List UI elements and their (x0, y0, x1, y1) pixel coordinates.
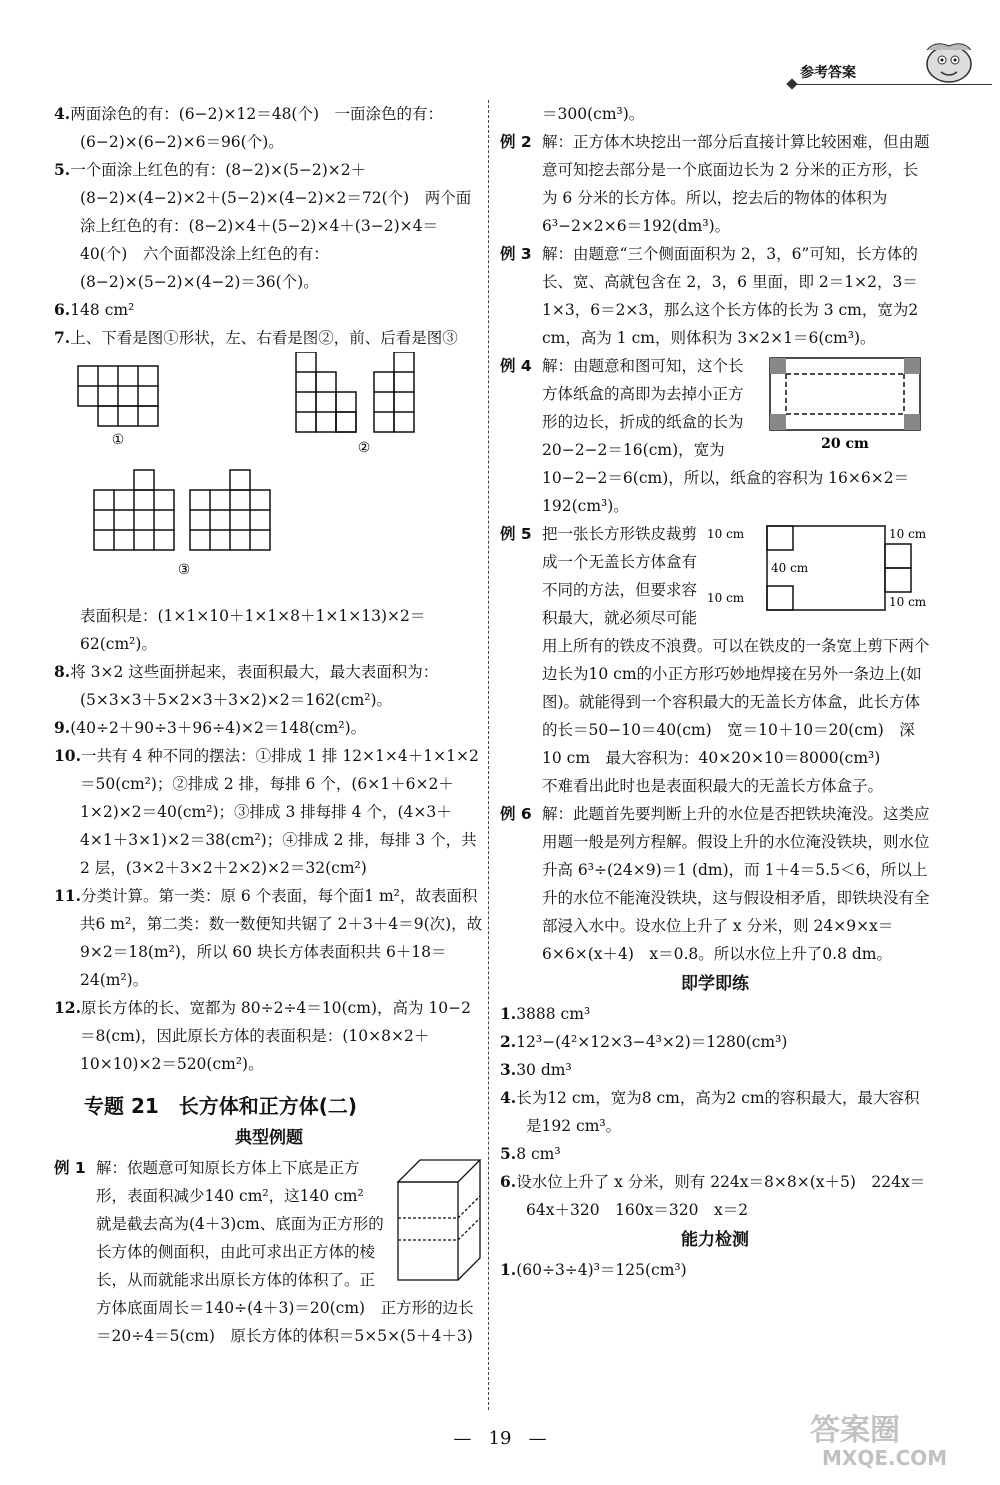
practice-item: 3.30 dm³ (500, 1060, 572, 1079)
example-3-text: 解：由题意“三个侧面面积为 2，3，6”可知，长方体的长、宽、高就包含在 2，3，6 里面，即 2＝1×2，3＝1×3，6＝2×3，那么这个长方体的长为 3 cm，宽为2 cm，高为 1 cm，则体积为 3×2×1＝6(cm³)。 (542, 245, 919, 347)
example-5-label-mid: 40 cm (771, 561, 809, 575)
example-6-label: 例 6 (500, 805, 532, 823)
ability-title: 能力检测 (681, 1230, 749, 1250)
example-1 (54, 1154, 484, 1350)
answer-8: 8.将 3×2 这些面拼起来，表面积最大，最大表面积为：(5×3×3＋5×2×3＋3×2)×2＝162(cm²)。 (54, 662, 439, 709)
example-3-label: 例 3 (500, 245, 532, 263)
answer-7: 7.上、下看是图①形状，左、右看是图②，前、后看是图③ (54, 328, 458, 347)
example-5-sheet-figure (705, 520, 930, 616)
example-5-tail: 不难看出此时也是表面积最大的无盖长方体盒子。 (542, 777, 884, 795)
practice-title: 即学即练 (681, 974, 749, 994)
example-2 (500, 128, 930, 240)
ability-item: 1.(60÷3÷4)³＝125(cm³) (500, 1260, 687, 1279)
answer-12: 12.原长方体的长、宽都为 80÷2÷4＝10(cm)，高为 10−2＝8(cm)，因此原长方体的表面积是：(10×8×2＋10×10)×2＝520(cm²)。 (54, 998, 472, 1073)
example-5-label-bl: 10 cm (707, 591, 745, 605)
column-divider (488, 100, 489, 1410)
practice-item: 2.12³−(4²×12×3−4³×2)＝1280(cm³) (500, 1032, 788, 1051)
example-5-text: 把一张长方形铁皮裁剪成一个无盖长方体盒有不同的方法，但要求容积最大，就必须尽可能用上所有的铁皮不浪费。可以在铁皮的一条宽上剪下两个边长为10 cm的小正方形巧妙地焊接在另外一条边上(如图)。就能得到一个容积最大的无盖长方体盒，此长方体的长＝50−10＝40(cm) 宽＝10＋10＝20(cm) 深10 cm 最大容积为：40×20×10＝8000(cm³) (542, 525, 930, 767)
practice-item: 6.设水位上升了 x 分米，则有 224x＝8×8×(x＋5) 224x＝64x＋320 160x＝320 x＝2 (500, 1172, 926, 1219)
page-number: — 19 — (453, 1428, 547, 1449)
example-1-continued: ＝300(cm³)。 (542, 105, 645, 123)
figure-2-grid (296, 352, 414, 432)
header-title: 参考答案 (800, 65, 856, 81)
figure-2-label: ② (357, 440, 371, 456)
typical-examples-title: 典型例题 (235, 1128, 303, 1148)
example-4-label: 例 4 (500, 357, 532, 375)
section-title: 专题 21 长方体和正方体(二) (84, 1094, 358, 1118)
watermark-url: MXQE.COM (822, 1446, 948, 1470)
figure-3-label: ③ (177, 562, 191, 578)
answer-5: 5.一个面涂上红色的有：(8−2)×(5−2)×2＋(8−2)×(4−2)×2＋(5−2)×(4−2)×2＝72(个) 两个面涂上红色的有：(8−2)×4＋(5−2)×4＋(3−2)×4＝40(个) 六个面都没涂上红色的有：(8−2)×(5−2)×(4−2)＝36(个)。 (54, 160, 472, 291)
example-4-paper-figure (760, 352, 930, 452)
example-5-label-tr: 10 cm (889, 527, 927, 541)
right-column (500, 100, 930, 1284)
example-5 (500, 520, 930, 800)
figure-3-grid (94, 470, 270, 550)
figure-1-label: ① (111, 432, 125, 448)
example-1-box-figure (392, 1154, 484, 1284)
practice-item: 1.3888 cm³ (500, 1004, 591, 1023)
example-6 (500, 800, 930, 968)
left-column (54, 100, 484, 1350)
example-3 (500, 240, 930, 352)
example-1-label: 例 1 (54, 1159, 86, 1177)
answer-10: 10.一共有 4 种不同的摆法：①排成 1 排 12×1×4＋1×1×2＝50(cm²)；②排成 2 排，每排 6 个，(6×1＋6×2＋1×2)×2＝40(cm²)；③排成 3 排每排 4 个，(4×3＋4×1＋3×1)×2＝38(cm²)；④排成 2 排，每排 3 个，共 2 层，(3×2＋3×2＋2×2)×2＝32(cm²) (54, 746, 479, 877)
example-5-label: 例 5 (500, 525, 532, 543)
example-6-text: 解：此题首先要判断上升的水位是否把铁块淹没。这类应用题一般是列方程解。假设上升的水位淹没铁块，则水位升高 6³÷(24×9)＝1 (dm)，而 1＋4＝5.5＜6，所以上升的水位不能淹没铁块，这与假设相矛盾，即铁块没有全部浸入水中。设水位上升了 x 分米，则 24×9×x＝6×6×(x＋4) x＝0.8。所以水位上升了0.8 dm。 (542, 805, 930, 963)
surface-area: 表面积是：(1×1×10＋1×1×8＋1×1×13)×2＝62(cm²)。 (80, 607, 426, 653)
example-5-label-tl: 10 cm (707, 527, 745, 541)
answer-4: 4.两面涂色的有：(6−2)×12＝48(个) 一面涂色的有：(6−2)×(6−2)×6＝96(个)。 (54, 104, 444, 151)
example-4 (500, 352, 930, 520)
example-4-text: 解：由题意和图可知，这个长方体纸盒的高即为去掉小正方形的边长，折成的纸盒的长为 20−2−2＝16(cm)，宽为 10−2−2＝6(cm)，所以，纸盒的容积为 16×6×2＝192(cm³)。 (542, 357, 910, 515)
practice-item: 5.8 cm³ (500, 1144, 561, 1163)
answer-9: 9.(40÷2＋90÷3＋96÷4)×2＝148(cm²)。 (54, 718, 367, 737)
watermark-logo: 答案圈 (810, 1413, 900, 1448)
answer-6: 6.148 cm² (54, 300, 135, 319)
answer-11: 11.分类计算。第一类：原 6 个表面，每个面1 m²，故表面积共6 m²，第二类：数一数便知共锯了 2＋3＋4＝9(次)，故 9×2＝18(m²)，所以 60 块长方体表面积共 6＋18＝24(m²)。 (54, 886, 483, 989)
example-1-text: 解：依题意可知原长方体上下底是正方形，表面积减少140 cm²，这140 cm² 就是截去高为(4＋3)cm、底面为正方形的长方体的侧面积，由此可求出正方体的棱长，从而就能求出原长方体的体积了。正方体底面周长＝140÷(4＋3)＝20(cm) 正方形的边长＝20÷4＝5(cm) 原长方体的体积＝5×5×(5＋4＋3) (96, 1159, 474, 1345)
figure-1-grid (78, 366, 158, 426)
example-5-label-br: 10 cm (889, 595, 927, 609)
example-2-label: 例 2 (500, 133, 532, 151)
practice-item: 4.长为12 cm，宽为8 cm，高为2 cm的容积最大，最大容积是192 cm³。 (500, 1088, 920, 1135)
view-figures (54, 352, 484, 602)
example-4-figure-label: 20 cm (821, 436, 869, 452)
mascot-icon (915, 40, 977, 86)
example-2-text: 解：正方体木块挖出一部分后直接计算比较困难，但由题意可知挖去部分是一个底面边长为 2 分米的正方形，长为 6 分米的长方体。所以，挖去后的物体的体积为 6³−2×2×6＝192(dm³)。 (542, 133, 930, 235)
